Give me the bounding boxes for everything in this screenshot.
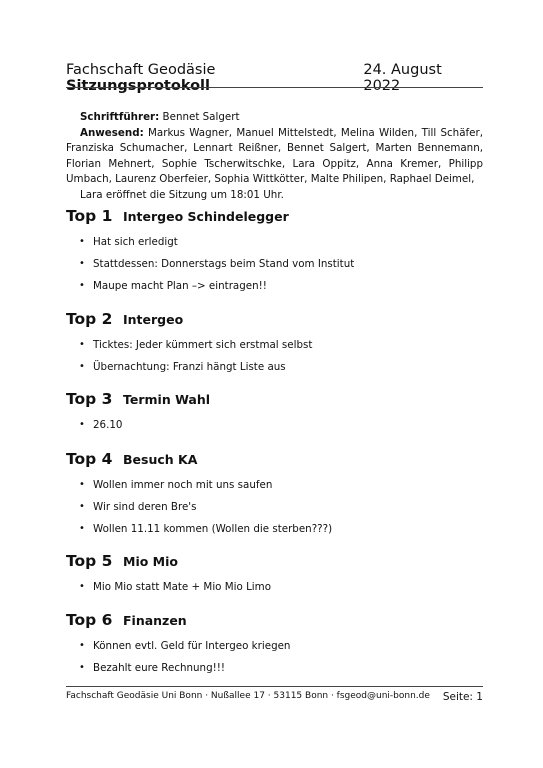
list-item [66, 235, 483, 249]
bullet-icon: • [79, 479, 85, 490]
bullet-icon: • [79, 361, 85, 372]
secretary-name: Bennet Salgert [162, 111, 240, 123]
top-heading [66, 207, 483, 225]
list-item-text: Hat sich erledigt [93, 236, 178, 248]
present-line [66, 126, 483, 188]
footer-rule [66, 686, 483, 687]
list-item [66, 478, 483, 492]
list-item-text: Mio Mio statt Mate + Mio Mio Limo [93, 581, 271, 593]
opening-line: Lara eröffnet die Sitzung um 18:01 Uhr. [80, 188, 284, 201]
list-item-text: Stattdessen: Donnerstags beim Stand vom Institut [93, 258, 355, 270]
top-heading [66, 450, 483, 468]
top-title: Termin Wahl [123, 392, 211, 407]
top-section-2 [66, 310, 483, 374]
top-heading [66, 552, 483, 570]
meeting-meta [66, 110, 483, 203]
bullet-icon: • [79, 640, 85, 651]
top-section-4 [66, 450, 483, 536]
top-items [66, 478, 483, 536]
list-item-text: Können evtl. Geld für Intergeo kriegen [93, 640, 291, 652]
bullet-icon: • [79, 662, 85, 673]
bullet-icon: • [79, 523, 85, 534]
list-item [66, 257, 483, 271]
list-item-text: Maupe macht Plan –> eintragen!! [93, 280, 267, 292]
list-item [66, 661, 483, 675]
top-section-1 [66, 207, 483, 293]
top-items [66, 338, 483, 374]
page-number: Seite: 1 [442, 691, 483, 703]
top-heading [66, 611, 483, 629]
list-item [66, 338, 483, 352]
top-section-6 [66, 611, 483, 675]
page-footer [66, 691, 483, 703]
list-item-text: Wollen 11.11 kommen (Wollen die sterben???) [93, 523, 333, 535]
header-doc-title: Sitzungsprotokoll [66, 78, 210, 94]
list-item [66, 279, 483, 293]
list-item [66, 500, 483, 514]
top-title: Mio Mio [123, 554, 178, 569]
bullet-icon: • [79, 258, 85, 269]
list-item [66, 580, 483, 594]
list-item-text: Ticktes: Jeder kümmert sich erstmal selbst [93, 339, 313, 351]
top-title: Intergeo Schindelegger [123, 209, 289, 224]
bullet-icon: • [79, 280, 85, 291]
top-number: Top 5 [66, 552, 113, 570]
top-heading [66, 310, 483, 328]
secretary-label: Schriftführer: [80, 111, 160, 123]
bullet-icon: • [79, 501, 85, 512]
header-rule [66, 87, 483, 88]
top-heading [66, 390, 483, 408]
top-items [66, 639, 483, 675]
header-title [66, 62, 363, 94]
list-item-text: Wollen immer noch mit uns saufen [93, 479, 273, 491]
header-date: 24. August 2022 [363, 62, 442, 94]
top-title: Besuch KA [123, 452, 198, 467]
bullet-icon: • [79, 339, 85, 350]
present-names: Markus Wagner, Manuel Mittelstedt, Melina Wilden, Till Schäfer, Franziska Schumacher, Lennart Reißner, Bennet Salgert, Marten Bennemann, Florian Mehnert, Sophie Tscherwitschke, Lara Oppitz, Anna Kremer, Philipp Umbach, Laurenz Oberfeier, Sophia Wittkötter, Malte Philipen, Raphael Deimel, [66, 126, 483, 185]
bullet-icon: • [79, 581, 85, 592]
top-section-3 [66, 390, 483, 432]
list-item [66, 639, 483, 653]
page-header [66, 62, 483, 94]
top-number: Top 2 [66, 310, 113, 328]
bullet-icon: • [79, 419, 85, 430]
top-number: Top 1 [66, 207, 113, 225]
list-item-text: Wir sind deren Bre's [93, 501, 197, 513]
secretary-line [66, 110, 483, 126]
list-item [66, 522, 483, 536]
list-item-text: Übernachtung: Franzi hängt Liste aus [93, 361, 286, 373]
top-number: Top 3 [66, 390, 113, 408]
top-items [66, 580, 483, 594]
footer-address: Fachschaft Geodäsie Uni Bonn · Nußallee 17 · 53115 Bonn · fsgeod@uni-bonn.de [66, 691, 430, 701]
top-title: Intergeo [123, 312, 184, 327]
list-item [66, 360, 483, 374]
top-items [66, 235, 483, 293]
top-title: Finanzen [123, 613, 187, 628]
top-items [66, 418, 483, 432]
bullet-icon: • [79, 236, 85, 247]
top-section-5 [66, 552, 483, 594]
list-item-text: 26.10 [93, 419, 123, 431]
top-number: Top 4 [66, 450, 113, 468]
top-number: Top 6 [66, 611, 113, 629]
list-item-text: Bezahlt eure Rechnung!!! [93, 662, 225, 674]
list-item [66, 418, 483, 432]
present-label: Anwesend: [80, 126, 144, 139]
header-org: Fachschaft Geodäsie [66, 62, 216, 78]
